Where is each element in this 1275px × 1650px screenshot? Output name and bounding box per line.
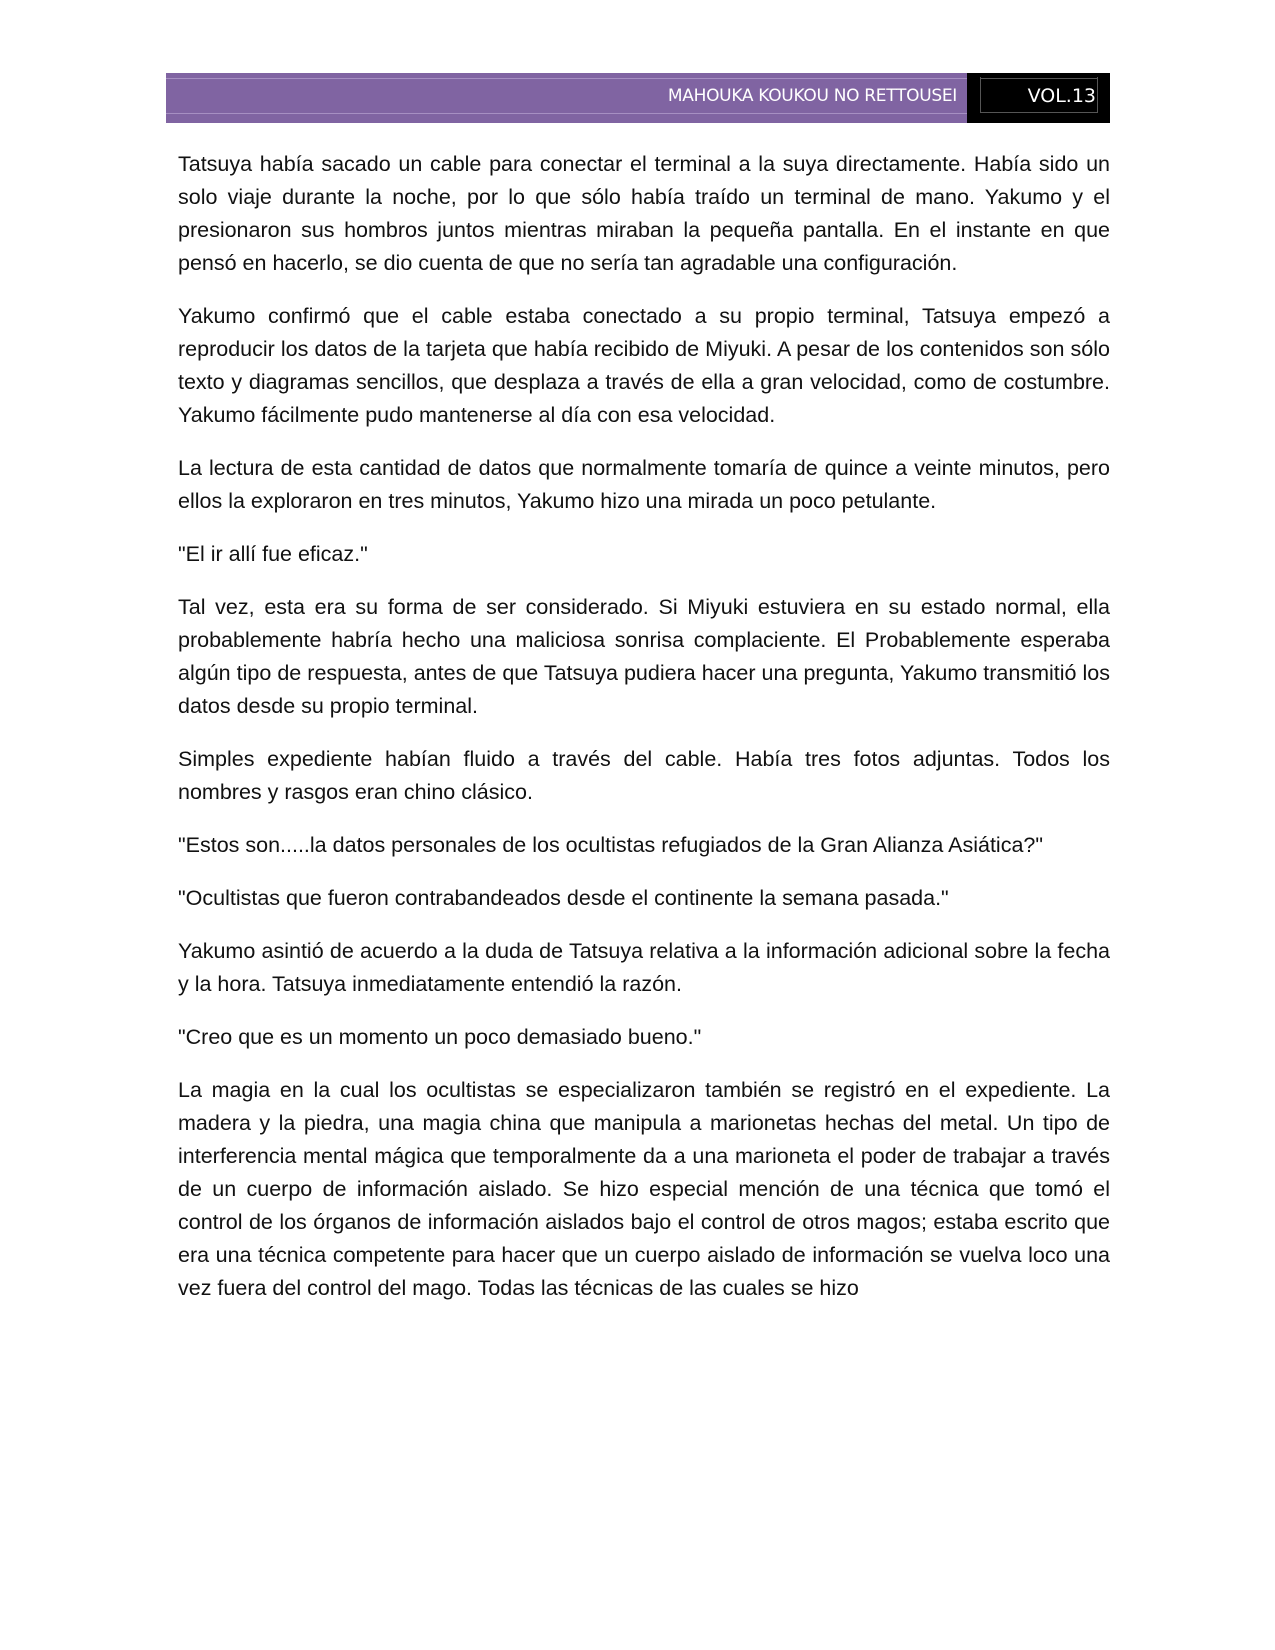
paragraph: "Creo que es un momento un poco demasiado bueno." xyxy=(178,1025,702,1049)
paragraph: Yakumo asintió de acuerdo a la duda de Tatsuya relativa a la información adicional sobre la fecha y la hora. Tatsuya inmediatamente entendió la razón. xyxy=(178,939,1110,996)
paragraph: Simples expediente habían fluido a través del cable. Había tres fotos adjuntas. Todos los nombres y rasgos eran chino clásico. xyxy=(178,747,1110,804)
page-header xyxy=(166,73,1110,123)
paragraph: "Ocultistas que fueron contrabandeados desde el continente la semana pasada." xyxy=(178,886,949,910)
paragraph: La magia en la cual los ocultistas se especializaron también se registró en el expediente. La madera y la piedra, una magia china que manipula a marionetas hechas del metal. Un tipo de interferencia mental mágica que temporalmente da a una marioneta el poder de trabajar a través de un cuerpo de información aislado. Se hizo especial mención de una técnica que tomó el control de los órganos de información aislados bajo el control de otros magos; estaba escrito que era una técnica competente para hacer que un cuerpo aislado de información se vuelva loco una vez fuera del control del mago. Todas las técnicas de las cuales se hizo xyxy=(178,1078,1110,1300)
paragraph: Yakumo confirmó que el cable estaba conectado a su propio terminal, Tatsuya empezó a reproducir los datos de la tarjeta que había recibido de Miyuki. A pesar de los contenidos son sólo texto y diagramas sencillos, que desplaza a través de ella a gran velocidad, como de costumbre. Yakumo fácilmente pudo mantenerse al día con esa velocidad. xyxy=(178,304,1110,427)
header-volume-box xyxy=(967,73,1110,123)
volume-rule-left xyxy=(980,77,981,112)
header-rule-top xyxy=(166,78,967,79)
volume-rule-right xyxy=(1097,77,1098,112)
volume-rule-top xyxy=(980,78,1098,79)
header-title-band xyxy=(166,73,967,123)
paragraph: "El ir allí fue eficaz." xyxy=(178,542,368,566)
paragraph: La lectura de esta cantidad de datos que normalmente tomaría de quince a veinte minutos, pero ellos la exploraron en tres minutos, Yakumo hizo una mirada un poco petulante. xyxy=(178,456,1110,513)
paragraph: "Estos son.....la datos personales de los ocultistas refugiados de la Gran Alianza Asiática?" xyxy=(178,833,1044,857)
volume-rule-bottom xyxy=(980,112,1098,113)
paragraph: Tatsuya había sacado un cable para conectar el terminal a la suya directamente. Había sido un solo viaje durante la noche, por lo que sólo había traído un terminal de mano. Yakumo y el presionaron sus hombros juntos mientras miraban la pequeña pantalla. En el instante en que pensó en hacerlo, se dio cuenta de que no sería tan agradable una configuración. xyxy=(178,152,1110,275)
paragraph: Tal vez, esta era su forma de ser considerado. Si Miyuki estuviera en su estado normal, ella probablemente habría hecho una maliciosa sonrisa complaciente. El Probablemente esperaba algún tipo de respuesta, antes de que Tatsuya pudiera hacer una pregunta, Yakumo transmitió los datos desde su propio terminal. xyxy=(178,595,1110,718)
volume-label: VOL.13 xyxy=(1027,85,1096,107)
page-body xyxy=(178,148,1110,1325)
series-title: MAHOUKA KOUKOU NO RETTOUSEI xyxy=(667,86,957,106)
header-rule-bottom xyxy=(166,113,967,114)
